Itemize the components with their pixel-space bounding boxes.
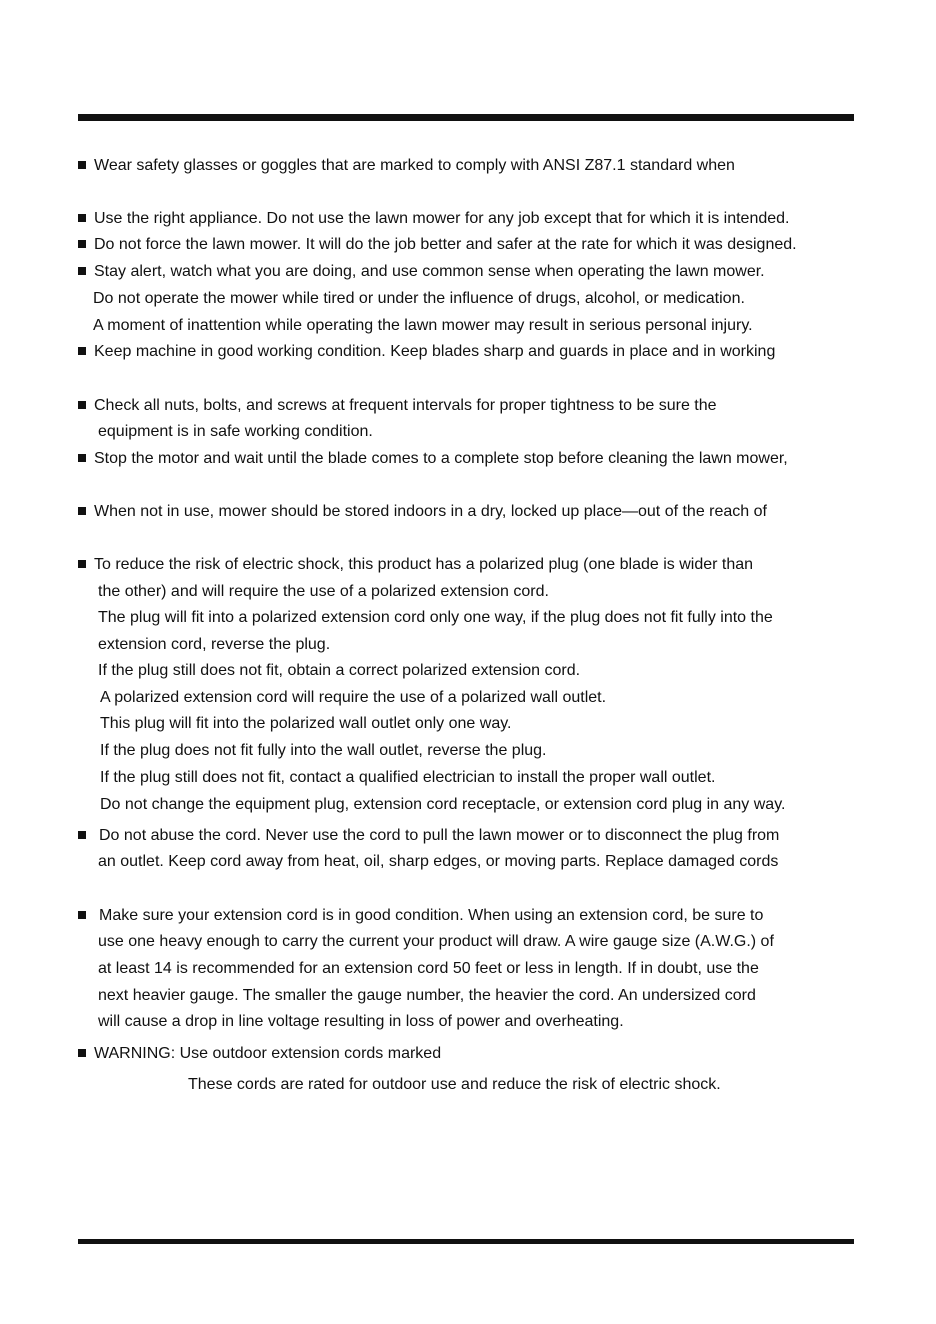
safety-item — [78, 1044, 441, 1064]
continuation-line: These cords are rated for outdoor use and reduce the risk of electric shock. — [188, 1076, 721, 1093]
continuation-line: the other) and will require the use of a polarized extension cord. — [98, 583, 549, 600]
line-text: Check all nuts, bolts, and screws at frequent intervals for proper tightness to be sure the — [94, 397, 717, 414]
safety-item — [78, 826, 779, 846]
bullet-icon — [78, 454, 86, 462]
bullet-icon — [78, 831, 86, 839]
continuation-line: use one heavy enough to carry the current your product will draw. A wire gauge size (A.W.G.) of — [98, 933, 774, 950]
bullet-icon — [78, 507, 86, 515]
line-text: WARNING: Use outdoor extension cords marked — [94, 1045, 442, 1062]
continuation-line: next heavier gauge. The smaller the gauge number, the heavier the cord. An undersized cord — [98, 987, 756, 1004]
safety-item — [78, 235, 797, 255]
bullet-icon — [78, 347, 86, 355]
bottom-rule — [78, 1239, 854, 1244]
bullet-icon — [78, 161, 86, 169]
line-text: Stay alert, watch what you are doing, and use common sense when operating the lawn mower. — [94, 263, 765, 280]
continuation-line: will cause a drop in line voltage resulting in loss of power and overheating. — [98, 1013, 624, 1030]
bullet-icon — [78, 560, 86, 568]
continuation-line: Do not change the equipment plug, extension cord receptacle, or extension cord plug in any way. — [100, 796, 786, 813]
bullet-icon — [78, 214, 86, 222]
continuation-line: at least 14 is recommended for an extension cord 50 feet or less in length. If in doubt, use the — [98, 960, 759, 977]
line-text: To reduce the risk of electric shock, this product has a polarized plug (one blade is wider than — [94, 556, 754, 573]
line-text: Do not force the lawn mower. It will do the job better and safer at the rate for which it was designed. — [94, 236, 797, 253]
line-text: Stop the motor and wait until the blade comes to a complete stop before cleaning the lawn mower, — [94, 450, 788, 467]
bullet-icon — [78, 1049, 86, 1057]
continuation-line: The plug will fit into a polarized extension cord only one way, if the plug does not fit fully into the — [98, 609, 773, 626]
continuation-line: If the plug does not fit fully into the wall outlet, reverse the plug. — [100, 742, 547, 759]
continuation-line: A polarized extension cord will require the use of a polarized wall outlet. — [100, 689, 607, 706]
continuation-line: extension cord, reverse the plug. — [98, 636, 331, 653]
bullet-icon — [78, 267, 86, 275]
bullet-icon — [78, 401, 86, 409]
continuation-line: Do not operate the mower while tired or under the influence of drugs, alcohol, or medication. — [93, 290, 745, 307]
safety-item — [78, 906, 763, 926]
safety-item — [78, 262, 765, 282]
line-text: Keep machine in good working condition. Keep blades sharp and guards in place and in working — [94, 343, 776, 360]
safety-item — [78, 156, 735, 176]
safety-item — [78, 449, 788, 469]
top-rule — [78, 114, 854, 121]
continuation-line: This plug will fit into the polarized wall outlet only one way. — [100, 715, 512, 732]
safety-item — [78, 342, 775, 362]
line-text: Make sure your extension cord is in good condition. When using an extension cord, be sure to — [99, 907, 764, 924]
continuation-line: If the plug still does not fit, contact a qualified electrician to install the proper wall outlet. — [100, 769, 716, 786]
bullet-icon — [78, 911, 86, 919]
line-text: When not in use, mower should be stored indoors in a dry, locked up place—out of the reach of — [94, 503, 767, 520]
line-text: Wear safety glasses or goggles that are marked to comply with ANSI Z87.1 standard when — [94, 157, 735, 174]
safety-item — [78, 396, 717, 416]
continuation-line: If the plug still does not fit, obtain a correct polarized extension cord. — [98, 662, 581, 679]
continuation-line: equipment is in safe working condition. — [98, 423, 373, 440]
line-text: Do not abuse the cord. Never use the cord to pull the lawn mower or to disconnect the plug from — [99, 827, 780, 844]
safety-item — [78, 555, 753, 575]
safety-item — [78, 502, 767, 522]
continuation-line: an outlet. Keep cord away from heat, oil, sharp edges, or moving parts. Replace damaged cords — [98, 853, 779, 870]
bullet-icon — [78, 240, 86, 248]
continuation-line: A moment of inattention while operating the lawn mower may result in serious personal injury. — [93, 317, 753, 334]
safety-item — [78, 209, 790, 229]
line-text: Use the right appliance. Do not use the lawn mower for any job except that for which it is intended. — [94, 210, 790, 227]
